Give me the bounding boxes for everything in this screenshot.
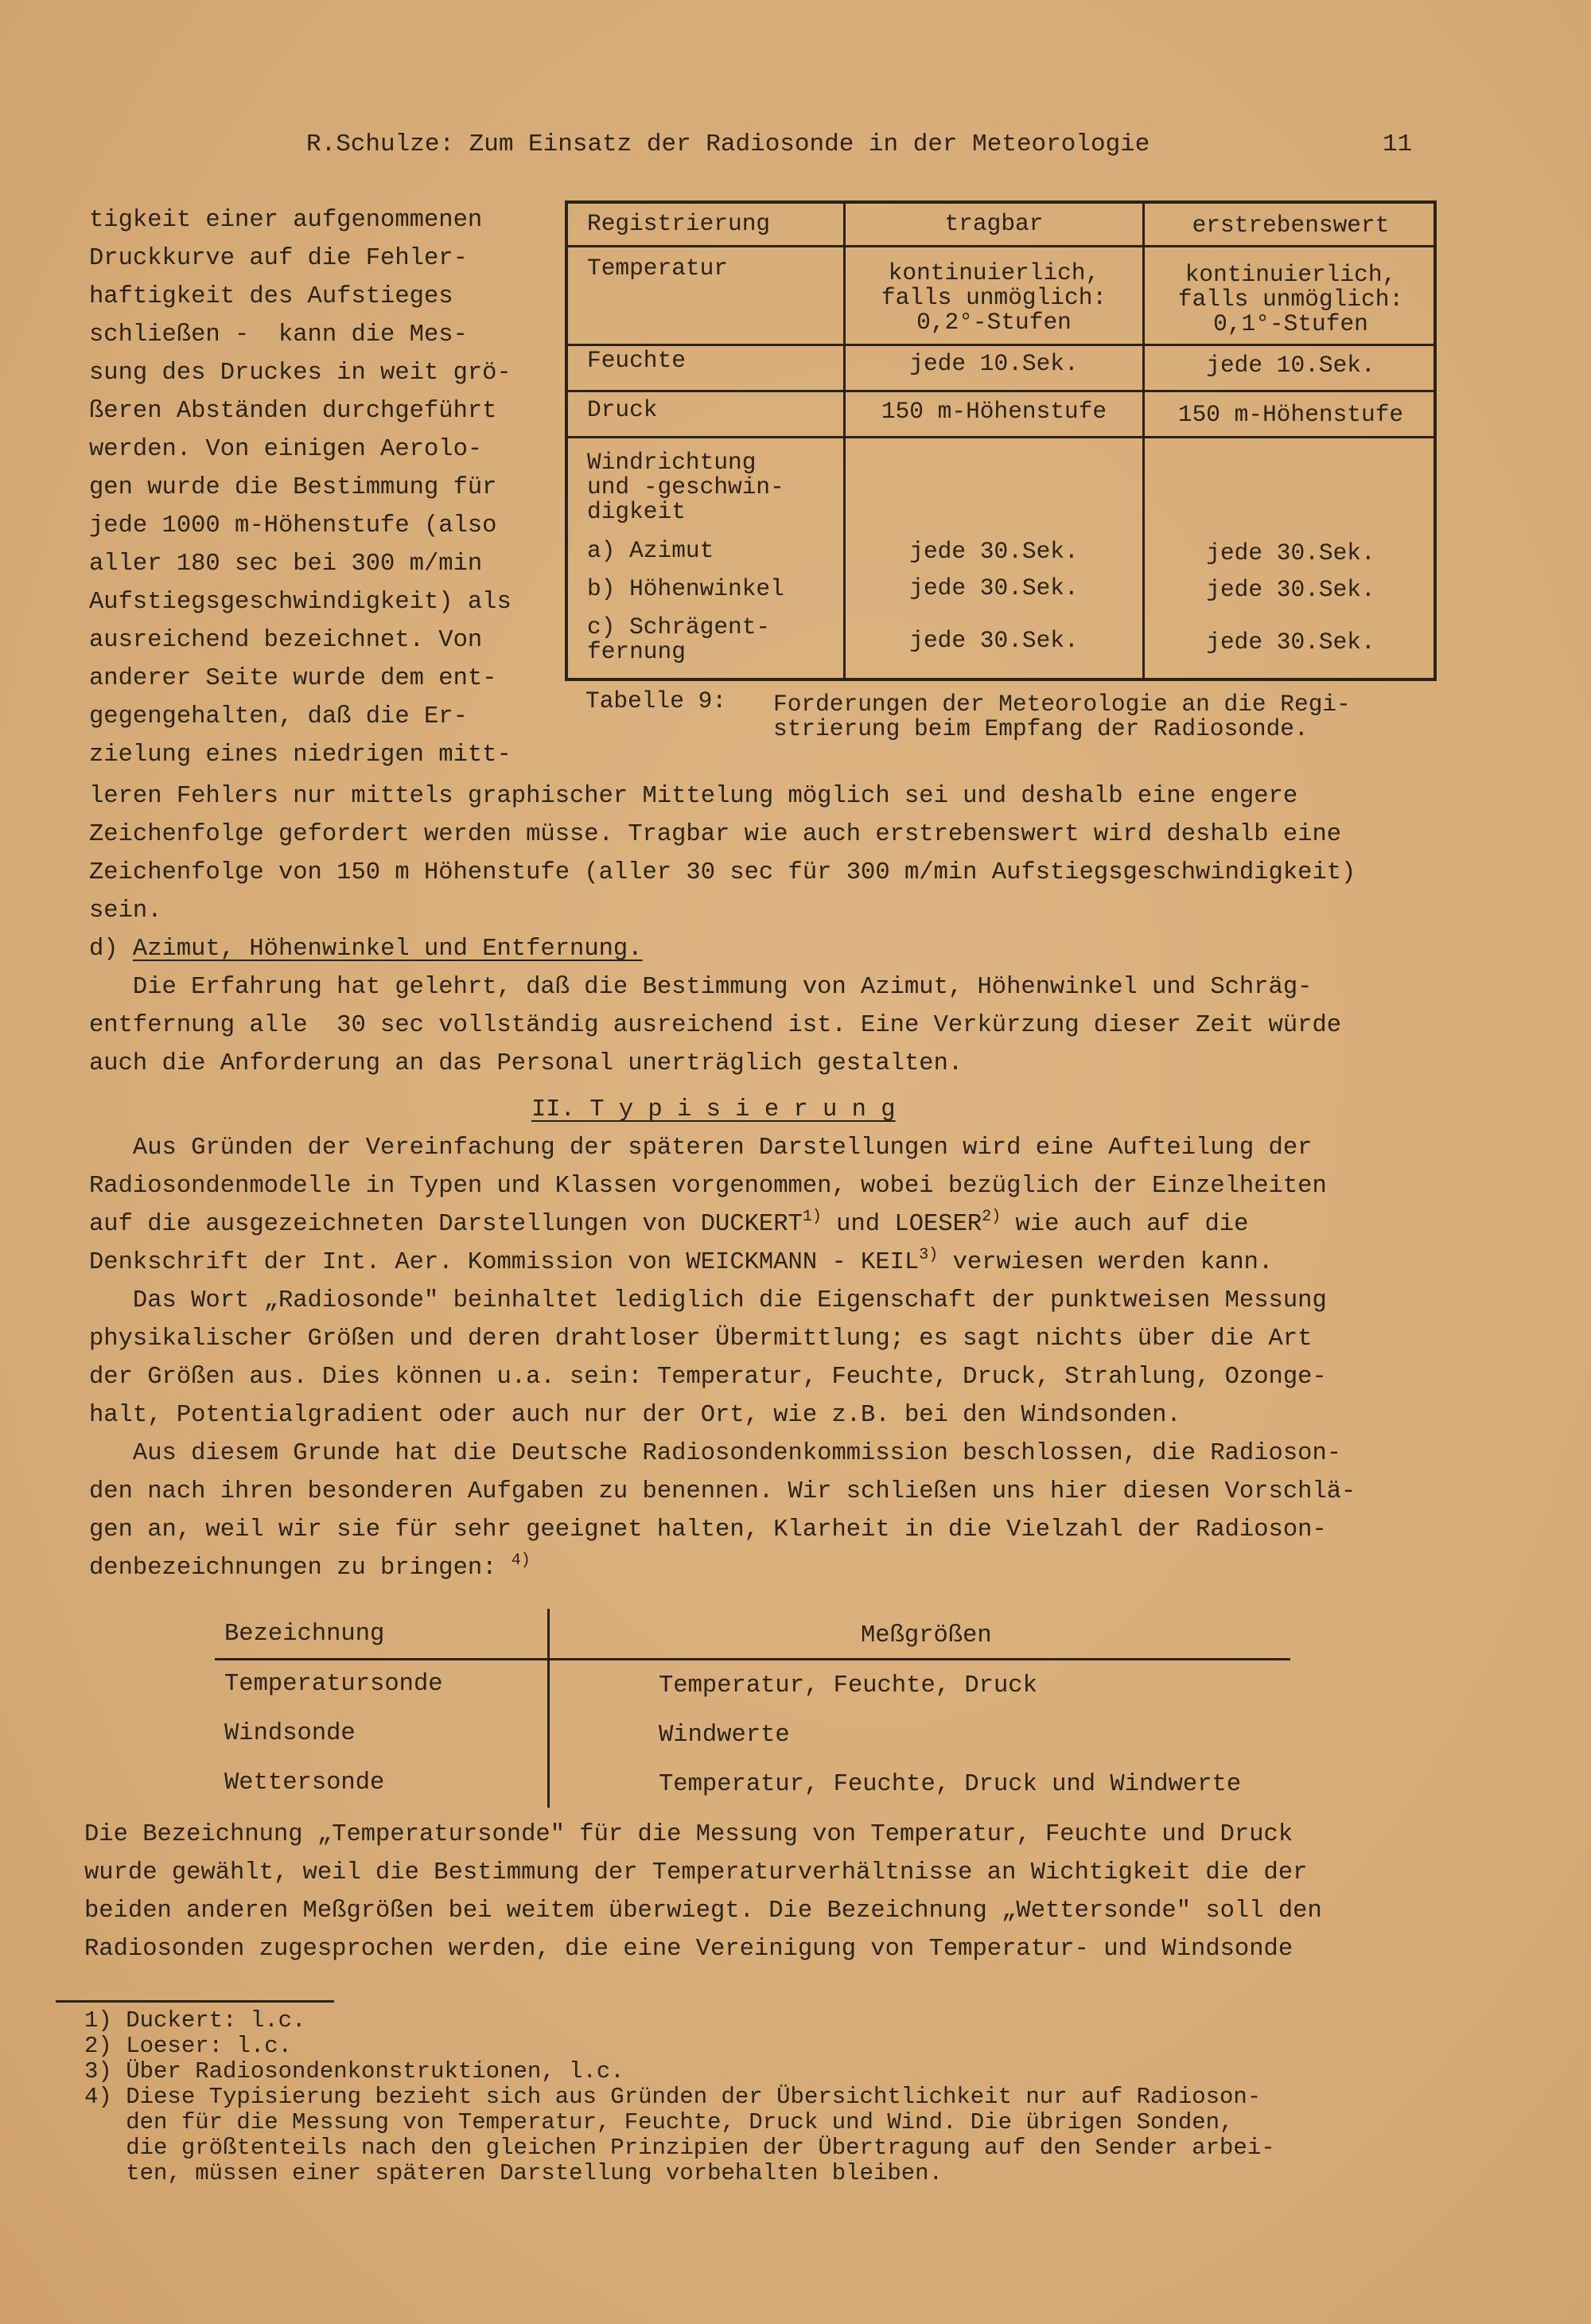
footnote: 1) Duckert: l.c. [84, 2007, 306, 2034]
cell-text: jede 30.Sek. [909, 538, 1079, 565]
type-table-values: Temperatur, Feuchte, Druck [659, 1672, 1037, 1699]
text-line: gen wurde die Bestimmung für [89, 474, 497, 501]
text-line: leren Fehlers nur mittels graphischer Mittelung möglich sei und deshalb eine engere [89, 783, 1298, 810]
text-line: ßeren Abständen durchgeführt [89, 398, 497, 425]
footnote: 2) Loeser: l.c. [84, 2033, 293, 2059]
text-line: Die Erfahrung hat gelehrt, daß die Bestimmung von Azimut, Höhenwinkel und Schräg- [89, 974, 1313, 1001]
text-line: Druckkurve auf die Fehler- [89, 245, 468, 272]
cell-text: jede 30.Sek. [1206, 629, 1375, 656]
footnote: die größtenteils nach den gleichen Prinzipien der Übertragung auf den Sender arbei- [84, 2135, 1275, 2161]
cell-text: 0,2°-Stufen [916, 309, 1072, 336]
footnote: den für die Messung von Temperatur, Feuchte, Druck und Wind. Die übrigen Sonden, [84, 2109, 1234, 2135]
text-line: entfernung alle 30 sec vollständig ausreichend ist. Eine Verkürzung dieser Zeit würde [89, 1012, 1342, 1039]
row-label-druck: Druck [587, 396, 658, 423]
text-line: zielung eines niedrigen mitt- [89, 742, 512, 769]
text-segment: denbezeichnungen zu bringen: [89, 1555, 512, 1582]
text-line: Zeichenfolge von 150 m Höhenstufe (aller 30 sec für 300 m/min Aufstiegsgeschwindigkeit) [89, 859, 1356, 886]
text-line: auch die Anforderung an das Personal unerträglich gestalten. [89, 1050, 963, 1077]
footnote-ref: 4) [511, 1551, 531, 1570]
text-line: schließen - kann die Mes- [89, 321, 468, 348]
section-d-title: Azimut, Höhenwinkel und Entfernung. [132, 936, 643, 963]
cell-text: 0,1°-Stufen [1213, 310, 1368, 337]
type-table-name: Temperatursonde [224, 1671, 443, 1698]
row-label-feuchte: Feuchte [587, 347, 686, 374]
text-segment: und LOESER [821, 1211, 982, 1238]
footnote: ten, müssen einer späteren Darstellung vorbehalten bleiben. [84, 2160, 943, 2186]
footnote-rule [56, 2000, 334, 2003]
table-9 [565, 200, 1437, 681]
footnote-ref: 1) [802, 1208, 822, 1226]
type-table-divider [547, 1609, 550, 1808]
row-label-wind: und -geschwin- [587, 473, 784, 500]
text-line: jede 1000 m-Höhenstufe (also [89, 512, 497, 539]
section-d-prefix: d) [89, 936, 119, 963]
cell-text: jede 30.Sek. [1206, 539, 1375, 566]
footnote-ref: 2) [982, 1208, 1002, 1226]
cell-text: jede 10.Sek. [1206, 352, 1375, 379]
cell-text: falls unmöglich: [881, 284, 1107, 311]
text-line: werden. Von einigen Aerolo- [89, 436, 483, 463]
text-line: anderer Seite wurde dem ent- [89, 665, 497, 692]
cell-text: jede 30.Sek. [909, 574, 1079, 601]
text-line: haftigkeit des Aufstieges [89, 283, 453, 310]
type-table-values: Temperatur, Feuchte, Druck und Windwerte [659, 1771, 1242, 1798]
header-tragbar: tragbar [944, 210, 1044, 237]
cell-text: kontinuierlich, [888, 259, 1100, 286]
table-divider [568, 344, 1433, 346]
row-label-hoehenwinkel: b) Höhenwinkel [587, 575, 784, 602]
text-line: sein. [89, 897, 162, 925]
text-line: gen an, weil wir sie für sehr geeignet halten, Klarheit in die Vielzahl der Radioson- [89, 1516, 1327, 1543]
row-label-schraegentfernung: fernung [587, 638, 686, 665]
table-caption-line: strierung beim Empfang der Radiosonde. [773, 715, 1309, 742]
text-line: Die Bezeichnung „Temperatursonde" für die Messung von Temperatur, Feuchte und Druck [84, 1821, 1293, 1848]
text-line: Aus Gründen der Vereinfachung der späteren Darstellungen wird eine Aufteilung der [89, 1135, 1313, 1162]
footnote: 3) Über Radiosondenkonstruktionen, l.c. [84, 2058, 624, 2085]
cell-text: jede 30.Sek. [1206, 576, 1375, 603]
row-label-schraegentfernung: c) Schrägent- [587, 613, 771, 640]
header-registrierung: Registrierung [587, 210, 771, 237]
table-divider [568, 436, 1433, 438]
text-line: Radiosonden zugesprochen werden, die eine Vereinigung von Temperatur- und Windsonde [84, 1936, 1293, 1963]
header-erstrebenswert: erstrebenswert [1192, 212, 1390, 239]
type-table-values: Windwerte [659, 1722, 790, 1749]
cell-text: falls unmöglich: [1177, 286, 1404, 313]
text-line [89, 1244, 1273, 1282]
text-line: Zeichenfolge gefordert werden müsse. Tragbar wie auch erstrebenswert wird deshalb eine [89, 821, 1342, 848]
row-label-wind: digkeit [587, 498, 686, 525]
text-line [89, 1205, 1248, 1244]
footnote: 4) Diese Typisierung bezieht sich aus Gründen der Übersichtlichkeit nur auf Radioson- [84, 2084, 1262, 2110]
cell-text: kontinuierlich, [1184, 261, 1397, 288]
text-line: gegengehalten, daß die Er- [89, 703, 468, 730]
section-ii-heading: II. T y p i s i e r u n g [531, 1096, 896, 1123]
text-line: tigkeit einer aufgenommenen [89, 207, 483, 234]
text-segment: auf die ausgezeichneten Darstellungen von DUCKERT [89, 1211, 803, 1238]
type-table-name: Wettersonde [224, 1769, 385, 1797]
text-segment: Denkschrift der Int. Aer. Kommission von WEICKMANN - KEIL [89, 1249, 920, 1276]
section-d-heading [89, 930, 643, 968]
table-caption-line: Forderungen der Meteorologie an die Regi- [773, 691, 1351, 718]
row-label-temperatur: Temperatur [587, 255, 729, 282]
text-line: Aufstiegsgeschwindigkeit) als [89, 589, 512, 616]
row-label-azimut: a) Azimut [587, 537, 714, 564]
text-line: sung des Druckes in weit grö- [89, 360, 512, 387]
text-segment: verwiesen werden kann. [938, 1249, 1274, 1276]
text-line [89, 1549, 531, 1587]
row-label-wind: Windrichtung [587, 449, 757, 476]
table-divider [568, 390, 1433, 392]
text-line: halt, Potentialgradient oder auch nur der Ort, wie z.B. bei den Windsonden. [89, 1402, 1181, 1429]
text-line: der Größen aus. Dies können u.a. sein: Temperatur, Feuchte, Druck, Strahlung, Ozonge- [89, 1364, 1327, 1391]
text-line: Radiosondenmodelle in Typen und Klassen vorgenommen, wobei bezüglich der Einzelheiten [89, 1173, 1327, 1200]
type-table-header-rule [215, 1658, 1290, 1660]
running-title: R.Schulze: Zum Einsatz der Radiosonde in der Meteorologie [306, 130, 1150, 158]
text-line: wurde gewählt, weil die Bestimmung der Temperaturverhältnisse an Wichtigkeit die der [84, 1859, 1308, 1886]
cell-text: jede 30.Sek. [909, 627, 1079, 654]
text-line: beiden anderen Meßgrößen bei weitem überwiegt. Die Bezeichnung „Wettersonde" soll den [84, 1898, 1322, 1925]
type-table-name: Windsonde [224, 1720, 356, 1747]
cell-text: 150 m-Höhenstufe [1177, 401, 1404, 428]
type-table-header-messgroessen: Meßgrößen [861, 1622, 992, 1649]
table-divider [568, 245, 1433, 247]
cell-text: 150 m-Höhenstufe [881, 398, 1107, 425]
cell-text: jede 10.Sek. [909, 350, 1079, 377]
text-line: den nach ihren besonderen Aufgaben zu benennen. Wir schließen uns hier diesen Vorschlä- [89, 1478, 1356, 1505]
table-caption-label: Tabelle 9: [585, 687, 727, 714]
text-line: Aus diesem Grunde hat die Deutsche Radiosondenkommission beschlossen, die Radioson- [89, 1440, 1342, 1467]
footnote-ref: 3) [919, 1246, 939, 1264]
text-line: ausreichend bezeichnet. Von [89, 627, 483, 654]
text-line: aller 180 sec bei 300 m/min [89, 551, 483, 578]
text-segment: wie auch auf die [1001, 1211, 1249, 1238]
text-line: Das Wort „Radiosonde" beinhaltet lediglich die Eigenschaft der punktweisen Messung [89, 1287, 1327, 1314]
text-line: physikalischer Größen und deren drahtloser Übermittlung; es sagt nichts über die Art [89, 1325, 1313, 1353]
type-table-header-bezeichnung: Bezeichnung [224, 1621, 385, 1648]
page-number: 11 [1383, 130, 1413, 158]
